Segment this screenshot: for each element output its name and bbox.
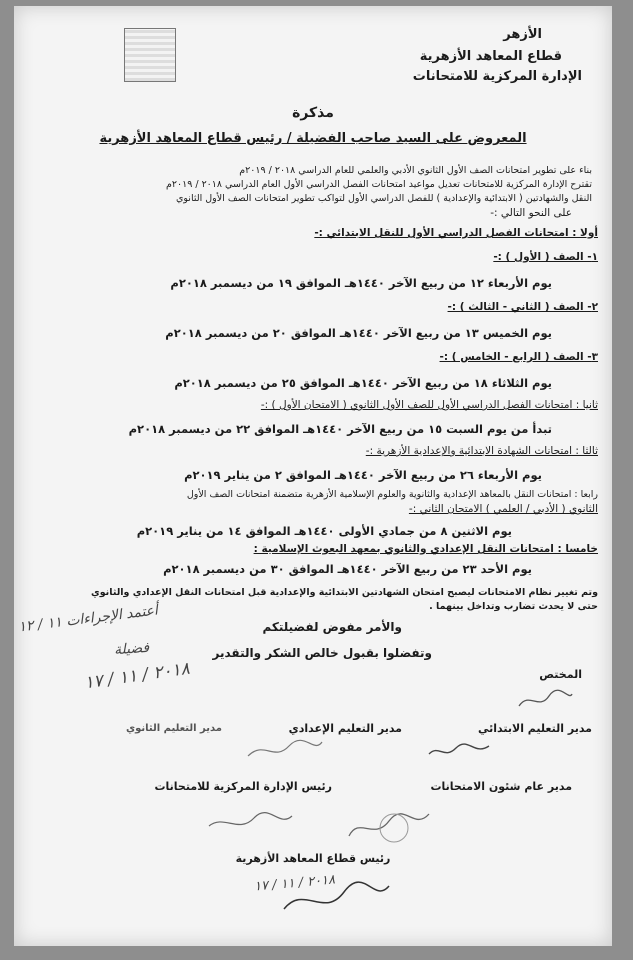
sig-head-sector: رئيس قطاع المعاهد الأزهرية (235, 852, 391, 865)
logo-stamp (124, 28, 176, 82)
section-4-date-1: يوم الاثنين ٨ من جمادي الأولى ١٤٤٠هـ الموافق ١٤ من يناير ٢٠١٩م (136, 524, 512, 538)
sig-head-central: رئيس الإدارة المركزية للامتحانات (154, 780, 332, 793)
addressee: المعروض على السيد صاحب الفضيلة / رئيس قطاع المعاهد الأزهرية (99, 131, 527, 146)
section-5-date-1: يوم الأحد ٢٣ من ربيع الآخر ١٤٤٠هـ الموافق ٣٠ من ديسمبر ٢٠١٨م (163, 562, 532, 576)
section-2-title: ثانيا : امتحانات الفصل الدراسي الأول للصف الأول الثانوي ( الامتحان الأول ) :- (260, 399, 598, 411)
section-1-title: أولا : امتحانات الفصل الدراسي الأول للنقل الابتدائي :- (314, 227, 598, 239)
sig-primary: مدير التعليم الابتدائي (478, 722, 592, 735)
intro-line-2: تقترح الإدارة المركزية للامتحانات تعديل مواعيد امتحانات الفصل الدراسي الأول العام الدراسي ٢٠١٨ / ٢٠١٩م (166, 179, 592, 190)
section-2-date-1: تبدأ من يوم السبت ١٥ من ربيع الآخر ١٤٤٠هـ الموافق ٢٢ من ديسمبر ٢٠١٨م (128, 422, 552, 436)
signature-primary (424, 736, 494, 764)
section-1-grade-1: ١- الصف ( الأول ) :- (493, 251, 598, 263)
handwritten-date: ٢٠١٨ / ١١ / ١٧ (83, 658, 192, 694)
section-1-grade-3: ٣- الصف ( الرابع - الخامس ) :- (439, 351, 598, 363)
note-line-1: وتم تغيير نظام الامتحانات ليصبح امتحان الشهادتين الابتدائية والإعدادية قبل امتحانات النقل الإعدادي والثانوي (91, 587, 598, 598)
signature-head-central (204, 806, 294, 836)
memo-page (14, 6, 612, 946)
header-line-2: قطاع المعاهد الأزهرية (419, 49, 562, 64)
intro-line-1: بناء على تطوير امتحانات الصف الأول الثانوي الأدبي والعلمي للعام الدراسي ٢٠١٨ / ٢٠١٩م (239, 165, 592, 176)
signature-specialist (514, 686, 574, 716)
handwritten-approval: أعتمد الإجراءات ١١ / ١٢ (17, 602, 159, 636)
section-3-title: ثالثا : امتحانات الشهادة الابتدائية والإعدادية الأزهرية :- (365, 445, 598, 457)
header-line-1: الأزهر (503, 27, 542, 42)
section-5-title: خامسا : امتحانات النقل الإعدادي والثانوي بمعهد البعوث الإسلامية : (253, 543, 598, 555)
header-line-3: الإدارة المركزية للامتحانات (412, 69, 582, 84)
section-4-title-2: الثانوي ( الأدبي / العلمي ) الامتحان الثاني :- (408, 503, 598, 515)
section-1-date-3: يوم الثلاثاء ١٨ من ربيع الآخر ١٤٤٠هـ الموافق ٢٥ من ديسمبر ٢٠١٨م (174, 376, 552, 390)
sig-secondary: مدير التعليم الثانوي (125, 723, 222, 734)
sig-preparatory: مدير التعليم الإعدادي (288, 722, 402, 735)
note-line-2: حتى لا يحدث تضارب وتداخل بينهما . (429, 601, 598, 612)
specialist-label: المختص (539, 668, 582, 681)
memo-title: مذكرة (292, 105, 334, 121)
intro-line-3: النقل والشهادتين ( الابتدائية والإعدادية ) للفصل الدراسي الأول لتواكب تطوير امتحانات الصف الأول الثانوي (175, 193, 592, 204)
section-3-date-1: يوم الأربعاء ٢٦ من ربيع الآخر ١٤٤٠هـ الموافق ٢ من يناير ٢٠١٩م (184, 468, 542, 482)
handwritten-word: فضيلة (113, 639, 150, 659)
section-1-date-2: يوم الخميس ١٣ من ربيع الآخر ١٤٤٠هـ الموافق ٢٠ من ديسمبر ٢٠١٨م (165, 326, 552, 340)
signature-gm (344, 806, 434, 846)
sig-gm-exams: مدير عام شئون الامتحانات (430, 780, 572, 793)
closing-line-1: والأمر مفوض لفضيلتكم (262, 620, 402, 634)
handwritten-bottom-date: ٢٠١٨ / ١١ / ١٧ (253, 872, 336, 895)
signature-head-sector (274, 874, 394, 924)
intro-line-4: على النحو التالي :- (490, 207, 572, 219)
section-1-date-1: يوم الأربعاء ١٢ من ربيع الآخر ١٤٤٠هـ الموافق ١٩ من ديسمبر ٢٠١٨م (170, 276, 552, 290)
closing-line-2: وتفضلوا بقبول خالص الشكر والتقدير (212, 646, 432, 660)
section-4-title: رابعا : امتحانات النقل بالمعاهد الإعدادية والثانوية والعلوم الإسلامية الأزهرية متضمنة امتحانات الصف الأول (186, 489, 598, 500)
signature-preparatory (244, 736, 324, 764)
section-1-grade-2: ٢- الصف ( الثاني - الثالث ) :- (447, 301, 598, 313)
